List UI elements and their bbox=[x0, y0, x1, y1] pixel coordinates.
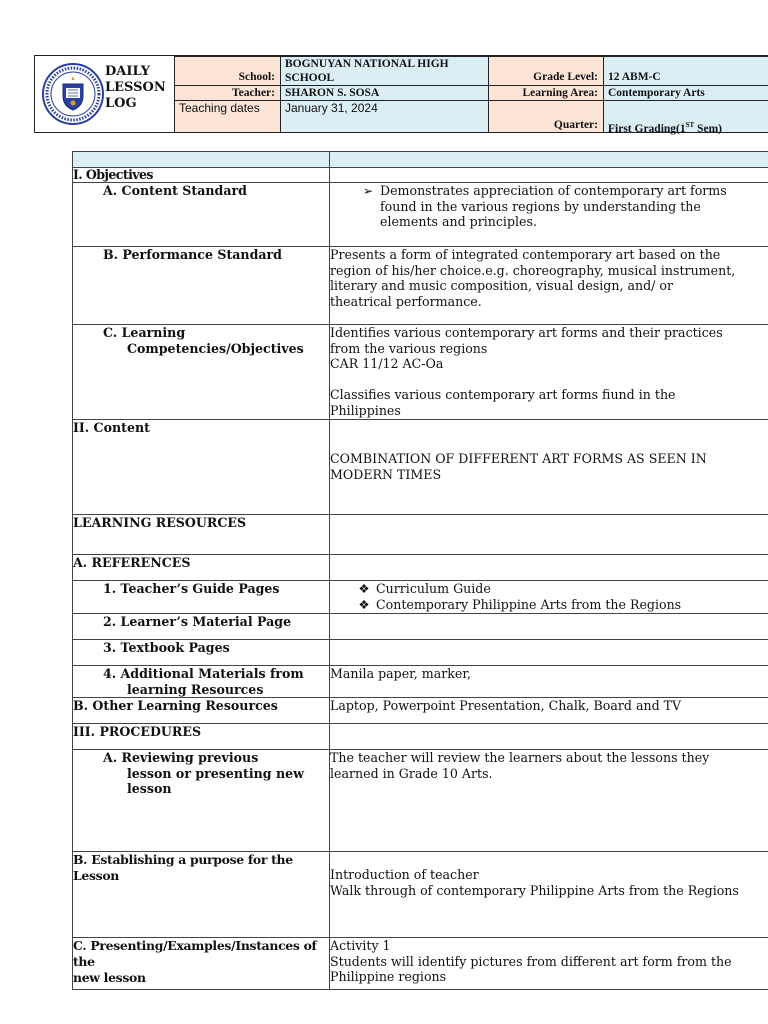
objectives-label: I. Objectives bbox=[73, 168, 330, 183]
other-resources-label: B. Other Learning Resources bbox=[73, 698, 330, 724]
objectives-row bbox=[73, 168, 768, 183]
table-header-row bbox=[73, 152, 768, 168]
text-line: Philippine regions bbox=[330, 969, 447, 985]
text-line: elements and principles. bbox=[380, 214, 537, 230]
text-line: Classifies various contemporary art forms fiund in the bbox=[330, 387, 676, 403]
deped-seal-logo bbox=[41, 62, 105, 126]
other-resources-value: Laptop, Powerpoint Presentation, Chalk, Board and TV bbox=[330, 698, 768, 724]
teachers-guide-row bbox=[73, 581, 768, 614]
content-value bbox=[330, 420, 768, 515]
label-line: C. Presenting/Examples/Instances of the bbox=[73, 938, 317, 970]
title-line: LESSON bbox=[105, 80, 166, 95]
learning-area-label: Learning Area: bbox=[488, 85, 604, 101]
school-value-line: BOGNUYAN NATIONAL HIGH bbox=[285, 58, 449, 70]
text-line: region of his/her choice.e.g. choreography, musical instrument, bbox=[330, 262, 736, 278]
learners-material-row bbox=[73, 614, 768, 640]
content-standard-value bbox=[330, 183, 768, 247]
other-resources-row bbox=[73, 698, 768, 724]
grade-level-value: 12 ABM-C bbox=[603, 56, 768, 86]
teachers-guide-label: 1. Teacher’s Guide Pages bbox=[73, 581, 330, 614]
text-line: Presents a form of integrated contemporary art based on the bbox=[330, 247, 721, 262]
spacer bbox=[330, 372, 768, 388]
school-value-line: SCHOOL bbox=[285, 72, 335, 84]
content-label: II. Content bbox=[73, 420, 330, 515]
arrow-bullet-icon: ➢ bbox=[362, 183, 374, 198]
teaching-dates-label: Teaching dates bbox=[174, 100, 281, 133]
text-line: learned in Grade 10 Arts. bbox=[330, 765, 493, 781]
content-standard-row bbox=[73, 183, 768, 247]
text-line: Introduction of teacher bbox=[330, 867, 479, 883]
text-line: found in the various regions by understanding the bbox=[380, 198, 701, 214]
header-table bbox=[34, 55, 768, 133]
text-line: literary and music composition, visual design, and/ or bbox=[330, 278, 673, 294]
text-line: Philippines bbox=[330, 402, 401, 418]
references-row bbox=[73, 555, 768, 581]
teachers-guide-value bbox=[330, 581, 768, 614]
presenting-value bbox=[330, 938, 768, 990]
presenting-label bbox=[73, 938, 330, 990]
label-line: lesson or presenting new bbox=[127, 765, 305, 781]
list-item: Curriculum Guide bbox=[376, 581, 491, 596]
textbook-label: 3. Textbook Pages bbox=[73, 640, 330, 666]
label-line: lesson bbox=[127, 781, 172, 797]
procedures-label: III. PROCEDURES bbox=[73, 724, 330, 750]
teacher-label: Teacher: bbox=[174, 85, 281, 101]
presenting-row bbox=[73, 938, 768, 990]
learning-resources-row bbox=[73, 515, 768, 555]
competencies-value bbox=[330, 325, 768, 420]
learners-material-label: 2. Learner’s Material Page bbox=[73, 614, 330, 640]
text-line: theatrical performance. bbox=[330, 293, 482, 309]
text-line: MODERN TIMES bbox=[330, 466, 442, 482]
text-line: Identifies various contemporary art forms and their practices bbox=[330, 325, 723, 340]
quarter-label: Quarter: bbox=[488, 100, 604, 133]
teacher-value: SHARON S. SOSA bbox=[280, 85, 489, 101]
references-label: A. REFERENCES bbox=[73, 555, 330, 581]
competencies-row bbox=[73, 325, 768, 420]
text-line: Walk through of contemporary Philippine Arts from the Regions bbox=[330, 882, 739, 898]
quarter-value: First Grading(1ST Sem) bbox=[603, 100, 768, 133]
grade-level-label: Grade Level: bbox=[488, 56, 604, 86]
performance-standard-value bbox=[330, 247, 768, 325]
diamond-bullet-icon: ❖ bbox=[358, 581, 370, 596]
label-line: Competencies/Objectives bbox=[127, 340, 304, 356]
reviewing-value bbox=[330, 750, 768, 852]
text-line: Demonstrates appreciation of contemporary art forms bbox=[380, 183, 727, 198]
additional-materials-row bbox=[73, 666, 768, 698]
text-line: The teacher will review the learners about the lessons they bbox=[330, 750, 710, 766]
title-line: DAILY bbox=[105, 64, 151, 79]
text-line: Students will identify pictures from different art form from the bbox=[330, 953, 732, 969]
list-item: Contemporary Philippine Arts from the Regions bbox=[376, 596, 682, 612]
performance-standard-label: B. Performance Standard bbox=[73, 247, 330, 325]
procedures-row bbox=[73, 724, 768, 750]
title-line: LOG bbox=[105, 96, 137, 111]
diamond-bullet-icon: ❖ bbox=[358, 596, 370, 612]
competencies-label bbox=[73, 325, 330, 420]
content-standard-label: A. Content Standard bbox=[73, 183, 330, 247]
text-line: Activity 1 bbox=[330, 938, 391, 954]
school-label: School: bbox=[174, 56, 281, 86]
text-line: COMBINATION OF DIFFERENT ART FORMS AS SEEN IN bbox=[330, 451, 707, 466]
lesson-log-table bbox=[72, 151, 768, 990]
textbook-row bbox=[73, 640, 768, 666]
purpose-row bbox=[73, 852, 768, 938]
reviewing-row bbox=[73, 750, 768, 852]
label-line: A. Reviewing previous bbox=[103, 750, 259, 766]
purpose-value bbox=[330, 852, 768, 938]
label-line: new lesson bbox=[73, 970, 146, 986]
additional-materials-value: Manila paper, marker, bbox=[330, 666, 768, 698]
performance-standard-row bbox=[73, 247, 768, 325]
content-row bbox=[73, 420, 768, 515]
label-line: 4. Additional Materials from bbox=[103, 666, 304, 681]
purpose-label: B. Establishing a purpose for the Lesson bbox=[73, 852, 330, 938]
additional-materials-label bbox=[73, 666, 330, 698]
text-line: from the various regions bbox=[330, 340, 488, 356]
learning-resources-label: LEARNING RESOURCES bbox=[73, 515, 330, 555]
teaching-dates-value: January 31, 2024 bbox=[280, 100, 489, 133]
label-line: learning Resources bbox=[127, 681, 264, 697]
label-line: C. Learning bbox=[103, 325, 186, 340]
reviewing-label bbox=[73, 750, 330, 852]
learning-area-value: Contemporary Arts bbox=[603, 85, 768, 101]
school-value bbox=[280, 56, 489, 86]
text-line: CAR 11/12 AC-Oa bbox=[330, 356, 444, 372]
daily-lesson-log-title bbox=[105, 64, 166, 112]
